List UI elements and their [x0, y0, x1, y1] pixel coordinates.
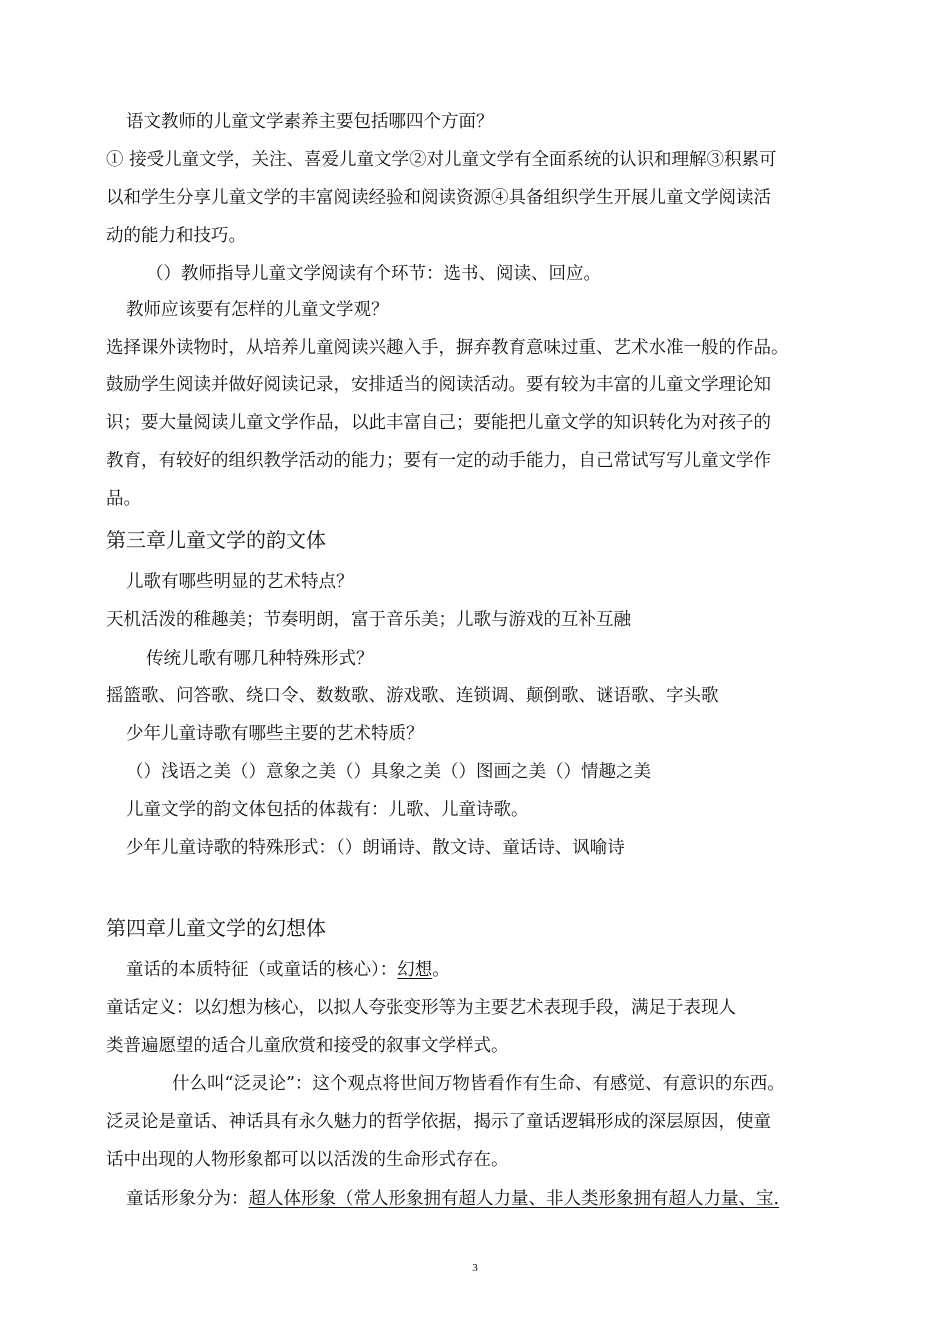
answer-line: （）浅语之美（）意象之美（）具象之美（）图画之美（）情趣之美	[126, 762, 651, 782]
answer-line: 鼓励学生阅读并做好阅读记录，安排适当的阅读活动。要有较为丰富的儿童文学理论知	[106, 375, 771, 395]
answer-line: ① 接受儿童文学，关注、喜爱儿童文学②对儿童文学有全面系统的认识和理解③积累可	[106, 150, 777, 170]
animism-line: 什么叫“泛灵论”：这个观点将世间万物皆看作有生命、有感觉、有意识的东西。	[172, 1074, 785, 1094]
question-poetry-qualities: 少年儿童诗歌有哪些主要的艺术特质？	[126, 724, 424, 744]
question-nursery-rhyme-features: 儿歌有哪些明显的艺术特点？	[126, 572, 354, 592]
answer-line: 以和学生分享儿童文学的丰富阅读经验和阅读资源④具备组织学生开展儿童文学阅读活	[106, 188, 771, 208]
animism-line: 话中出现的人物形象都可以以活泼的生命形式存在。	[106, 1150, 509, 1170]
reading-steps-line: （）教师指导儿童文学阅读有个环节：选书、阅读、回应。	[146, 264, 601, 284]
question-teacher-literacy: 语文教师的儿童文学素养主要包括哪四个方面？	[126, 112, 494, 132]
label-text: 童话的本质特征（或童话的核心）：	[126, 960, 398, 980]
label-text: 童话形象分为：	[126, 1189, 249, 1209]
chapter-4-heading: 第四章儿童文学的幻想体	[106, 916, 326, 940]
chapter-3-heading: 第三章儿童文学的韵文体	[106, 528, 326, 552]
statement-line: 少年儿童诗歌的特殊形式：（）朗诵诗、散文诗、童话诗、讽喻诗	[126, 838, 625, 858]
page-number: 3	[472, 1262, 478, 1274]
definition-line: 类普遍愿望的适合儿童欣赏和接受的叙事文学样式。	[106, 1036, 509, 1056]
punctuation: 。	[432, 960, 450, 980]
question-literature-view: 教师应该要有怎样的儿童文学观？	[126, 300, 389, 320]
answer-line: 识；要大量阅读儿童文学作品，以此丰富自己；要能把儿童文学的知识转化为对孩子的	[106, 413, 771, 433]
answer-line: 选择课外读物时，从培养儿童阅读兴趣入手，摒弃教育意味过重、艺术水准一般的作品。	[106, 338, 789, 358]
fairy-tale-essence-line	[126, 958, 450, 982]
answer-line: 摇篮歌、问答歌、绕口令、数数歌、游戏歌、连锁调、颠倒歌、谜语歌、字头歌	[106, 686, 719, 706]
definition-line: 童话定义：以幻想为核心，以拟人夸张变形等为主要艺术表现手段，满足于表现人	[106, 998, 736, 1018]
question-traditional-forms: 传统儿歌有哪几种特殊形式？	[146, 649, 374, 669]
underlined-answer: 超人体形象（常人形象拥有超人力量、非人类形象拥有超人力量、宝.	[248, 1189, 780, 1209]
animism-line: 泛灵论是童话、神话具有永久魅力的哲学依据，揭示了童话逻辑形成的深层原因，使童	[106, 1112, 771, 1132]
fairy-tale-image-line	[126, 1187, 779, 1211]
answer-line: 动的能力和技巧。	[106, 226, 246, 246]
answer-line: 品。	[106, 489, 141, 509]
answer-line: 教育，有较好的组织教学活动的能力；要有一定的动手能力，自己常试写写儿童文学作	[106, 451, 771, 471]
statement-line: 儿童文学的韵文体包括的体裁有：儿歌、儿童诗歌。	[126, 800, 529, 820]
underlined-answer: 幻想	[397, 960, 433, 980]
answer-line: 天机活泼的稚趣美；节奏明朗，富于音乐美；儿歌与游戏的互补互融	[106, 610, 631, 630]
